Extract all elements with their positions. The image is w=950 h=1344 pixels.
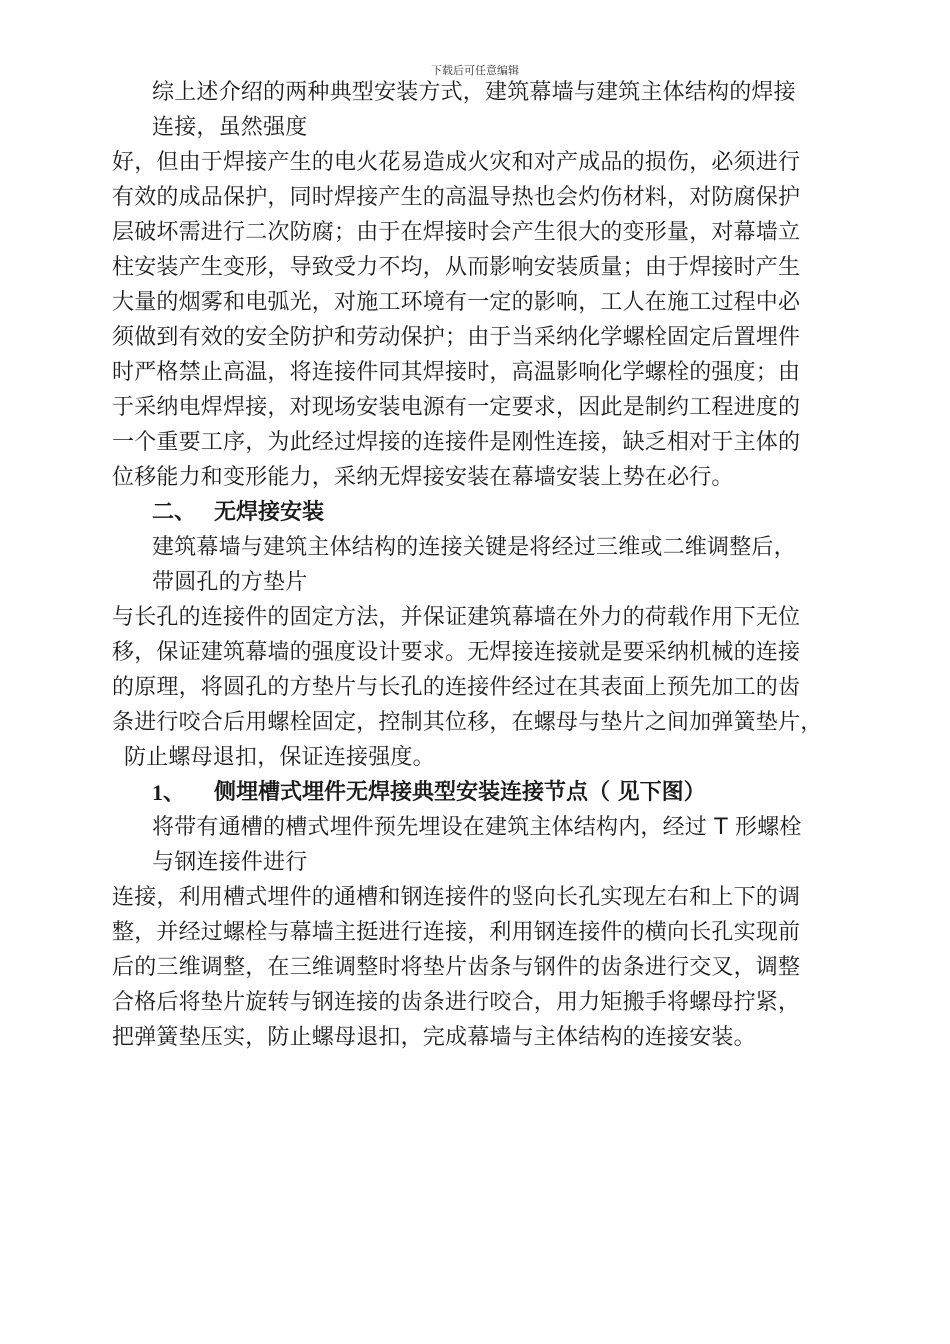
text-line: 建筑幕墙与建筑主体结构的连接关键是将经过三维或二维调整后， (152, 535, 796, 560)
text-line: 大量的烟雾和电弧光，对施工环境有一定的影响，工人在施工过程中必 (112, 290, 801, 315)
text-line: 防止螺母退扣，保证连接强度。 (124, 745, 435, 770)
text-line: 一个重要工序，为此经过焊接的连接件是刚性连接，缺乏相对于主体的 (112, 430, 801, 455)
text-line: 与钢连接件进行 (152, 850, 308, 875)
text-line: 综上述介绍的两种典型安装方式，建筑幕墙与建筑主体结构的焊接 (152, 80, 796, 105)
text-line: 层破坏需进行二次防腐；由于在焊接时会产生很大的变形量，对幕墙立 (112, 220, 801, 245)
subsection-number: 1、 (152, 780, 186, 805)
text-line: 与长孔的连接件的固定方法，并保证建筑幕墙在外力的荷载作用下无位 (112, 605, 801, 630)
text-line: 带圆孔的方垫片 (152, 570, 308, 595)
text-line: 位移能力和变形能力，采纳无焊接安装在幕墙安装上势在必行。 (112, 465, 734, 490)
text-line: 将带有通槽的槽式埋件预先埋设在建筑主体结构内，经过 T 形螺栓 (152, 815, 802, 840)
subsection-title: 侧埋槽式埋件无焊接典型安装连接节点（ 见下图） (214, 780, 706, 805)
text-line: 后的三维调整，在三维调整时将垫片齿条与钢件的齿条进行交叉，调整 (112, 955, 801, 980)
text-line: 合格后将垫片旋转与钢连接的齿条进行咬合，用力矩搬手将螺母拧紧， (112, 990, 801, 1015)
text-line: 须做到有效的安全防护和劳动保护；由于当采纳化学螺栓固定后置埋件 (112, 325, 801, 350)
text-line: 有效的成品保护，同时焊接产生的高温导热也会灼伤材料，对防腐保护 (112, 185, 801, 210)
text-line: 于采纳电焊焊接，对现场安装电源有一定要求，因此是制约工程进度的 (112, 395, 801, 420)
text-line: 条进行咬合后用螺栓固定，控制其位移，在螺母与垫片之间加弹簧垫片， (112, 710, 823, 735)
text-line: 时严格禁止高温，将连接件同其焊接时，高温影响化学螺栓的强度；由 (112, 360, 801, 385)
text-line: 移，保证建筑幕墙的强度设计要求。无焊接连接就是要采纳机械的连接 (112, 640, 801, 665)
section-number: 二、 (152, 500, 197, 525)
text-line: 的原理，将圆孔的方垫片与长孔的连接件经过在其表面上预先加工的齿 (112, 675, 801, 700)
text-line: 连接，虽然强度 (152, 115, 308, 140)
section-title: 无焊接安装 (214, 500, 325, 525)
text-line: 好，但由于焊接产生的电火花易造成火灾和对产成品的损伤，必须进行 (112, 150, 801, 175)
text-line: 连接，利用槽式埋件的通槽和钢连接件的竖向长孔实现左右和上下的调 (112, 885, 801, 910)
text-line: 柱安装产生变形，导致受力不均，从而影响安装质量；由于焊接时产生 (112, 255, 801, 280)
text-line: 整，并经过螺栓与幕墙主挺进行连接，利用钢连接件的横向长孔实现前 (112, 920, 801, 945)
header-note: 下载后可任意编辑 (431, 64, 519, 77)
text-line: 把弹簧垫压实，防止螺母退扣，完成幕墙与主体结构的连接安装。 (112, 1025, 756, 1050)
